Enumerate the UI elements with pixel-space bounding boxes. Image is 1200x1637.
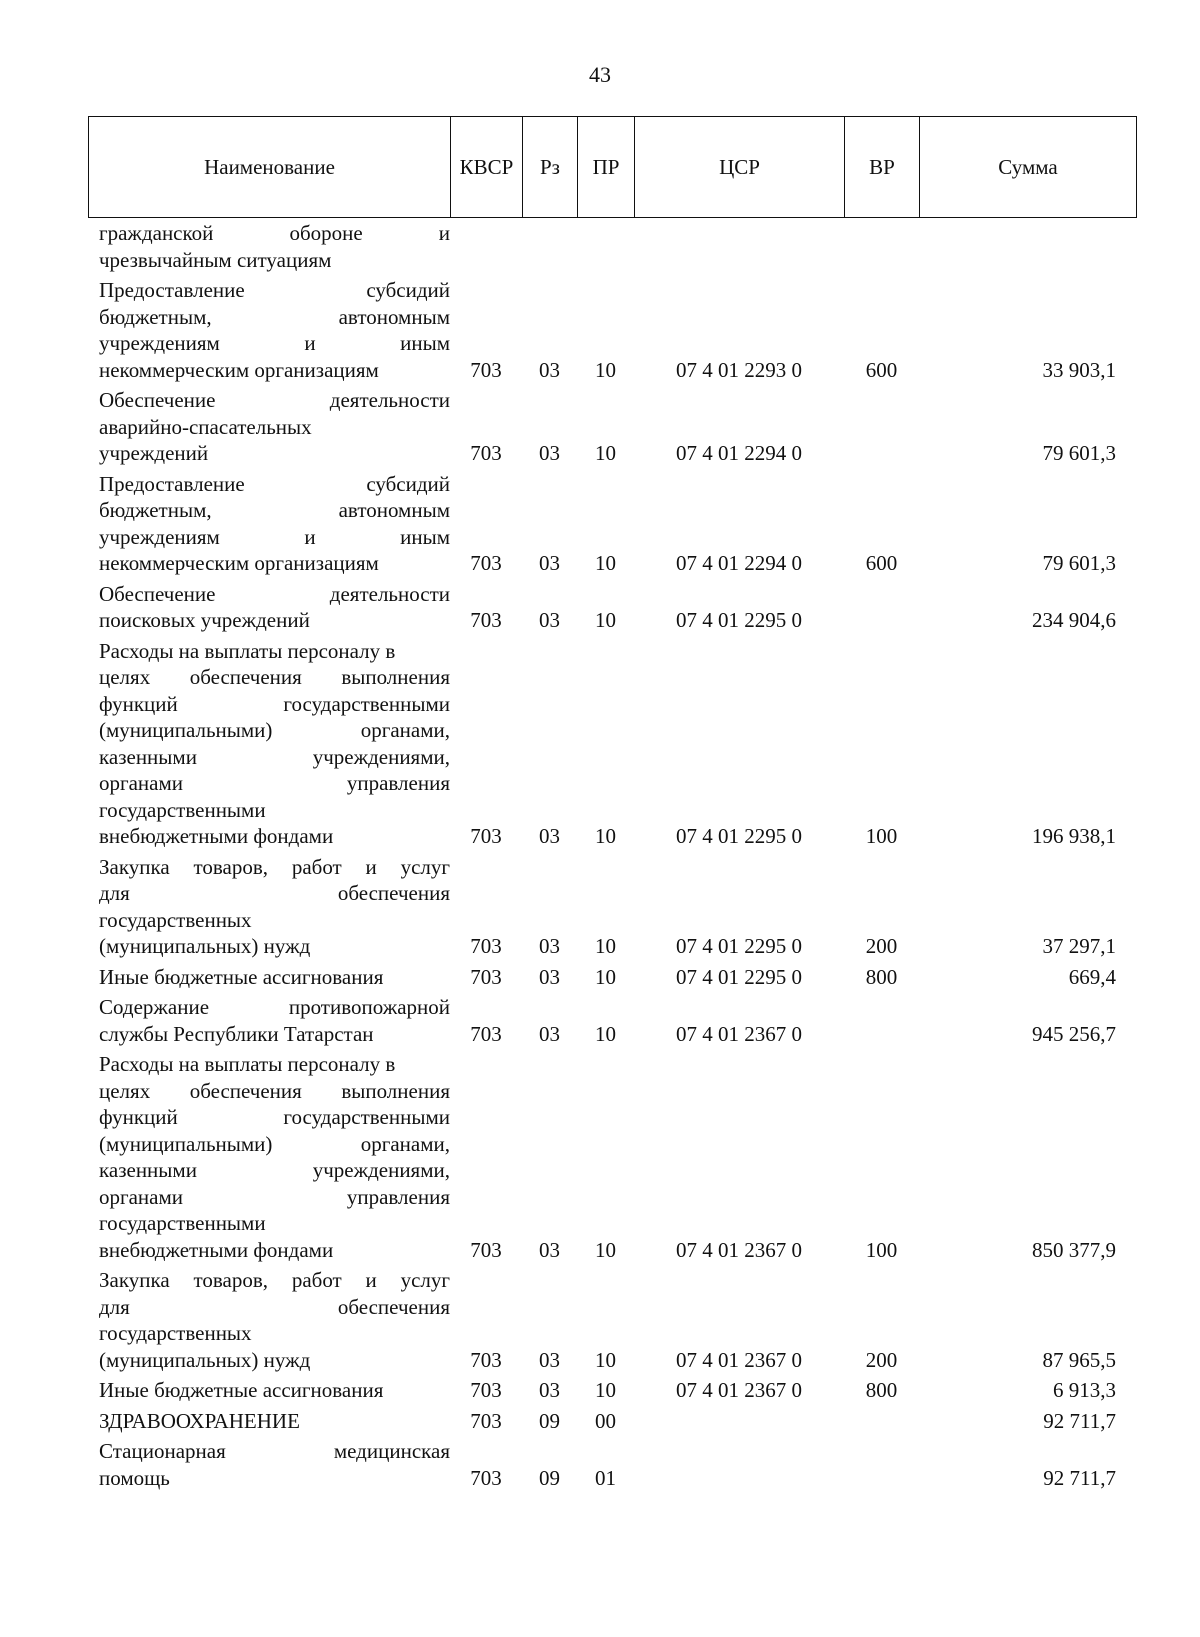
name-word: услуг: [400, 1268, 450, 1292]
cell-sum: 234 904,6: [1032, 608, 1116, 632]
cell-pr: 10: [595, 964, 616, 989]
name-line: [99, 581, 450, 608]
cell-sum: 92 711,7: [1043, 1408, 1116, 1433]
name-line: [99, 330, 450, 357]
cell-kvsr: 703: [470, 1408, 502, 1433]
name-word: Закупка: [99, 854, 170, 879]
name-line: [99, 1267, 450, 1294]
name-line: [99, 823, 450, 850]
name-line: [99, 387, 450, 414]
cell-csr: 07 4 01 2367 0: [676, 1378, 802, 1402]
name-word: Расходы на выплаты персоналу в: [99, 1052, 396, 1076]
name-word: Обеспечение: [99, 581, 216, 606]
cell-pr: 00: [595, 1408, 616, 1433]
cell-pr: 10: [595, 1021, 616, 1046]
name-line: [99, 797, 450, 824]
name-line: [99, 664, 450, 691]
name-word: иным: [400, 524, 450, 549]
cell-sum: 850 377,9: [1032, 1237, 1116, 1262]
name-word: деятельности: [329, 581, 450, 606]
cell-sum: 79 601,3: [1042, 551, 1116, 575]
table-row: [88, 964, 1136, 991]
cell-kvsr: 703: [470, 1378, 502, 1402]
cell-rz: 03: [539, 357, 560, 382]
name-word: выполнения: [341, 1078, 450, 1103]
name-line: [99, 471, 450, 498]
name-line: [99, 964, 450, 991]
cell-name: [88, 471, 450, 577]
name-word: субсидий: [366, 471, 450, 496]
name-word: ЗДРАВООХРАНЕНИЕ: [99, 1408, 300, 1433]
cell-rz: 03: [539, 1378, 560, 1402]
name-word: органами: [99, 1184, 184, 1209]
header-pr: ПР: [578, 117, 635, 218]
cell-sum: 92 711,7: [1043, 1465, 1116, 1490]
name-word: товаров,: [193, 854, 269, 879]
cell-rz: 03: [539, 1237, 560, 1262]
cell-kvsr: 703: [470, 551, 502, 575]
table-row: [88, 471, 1136, 577]
cell-kvsr: 703: [470, 1465, 502, 1490]
name-word: управления: [346, 1184, 450, 1209]
table-row: [88, 1408, 1136, 1435]
name-word: службы Республики Татарстан: [99, 1021, 374, 1046]
name-line: [99, 440, 450, 467]
table-row: [88, 638, 1136, 850]
name-word: для: [99, 1294, 130, 1319]
name-word: (муниципальных) нужд: [99, 1347, 311, 1372]
name-line: [99, 1104, 450, 1131]
cell-vr: 200: [865, 934, 898, 958]
cell-sum: 33 903,1: [1042, 357, 1116, 382]
cell-kvsr: 703: [470, 1347, 502, 1372]
name-word: функций: [99, 1105, 178, 1129]
name-word: для: [99, 881, 130, 905]
name-line: [99, 607, 450, 634]
name-word: медицинская: [333, 1439, 450, 1463]
name-word: органами: [99, 771, 184, 795]
name-word: и: [304, 331, 316, 355]
name-word: помощь: [99, 1465, 170, 1490]
name-word: обеспечения: [337, 881, 450, 905]
name-line: [99, 1184, 450, 1211]
cell-pr: 10: [595, 608, 616, 632]
name-word: (муниципальными): [99, 718, 273, 742]
name-word: органами,: [360, 1131, 450, 1156]
name-word: учреждениями,: [312, 744, 450, 769]
name-word: функций: [99, 691, 178, 716]
name-line: [99, 933, 450, 960]
table-row: [88, 854, 1136, 960]
cell-rz: 03: [539, 964, 560, 989]
header-kvsr: КВСР: [451, 117, 523, 218]
cell-kvsr: 703: [470, 1021, 502, 1046]
name-line: [99, 744, 450, 771]
cell-sum: 37 297,1: [1042, 934, 1116, 958]
cell-rz: 09: [539, 1408, 560, 1433]
name-line: [99, 304, 450, 331]
name-word: бюджетным,: [99, 304, 212, 329]
table-row: [88, 277, 1136, 383]
name-line: [99, 994, 450, 1021]
cell-sum: 6 913,3: [1053, 1378, 1116, 1402]
cell-rz: 03: [539, 934, 560, 958]
cell-vr: 100: [865, 824, 898, 848]
name-line: [99, 550, 450, 577]
name-word: некоммерческим организациям: [99, 357, 379, 382]
name-word: гражданской: [99, 221, 214, 245]
cell-vr: 800: [865, 1378, 898, 1402]
name-word: Содержание: [99, 995, 210, 1019]
name-word: бюджетным,: [99, 498, 212, 522]
name-line: [99, 1320, 450, 1347]
name-word: чрезвычайным ситуациям: [99, 247, 332, 272]
name-word: автономным: [338, 304, 450, 329]
cell-pr: 10: [595, 551, 616, 575]
header-vr: ВР: [845, 117, 920, 218]
cell-kvsr: 703: [470, 1237, 502, 1262]
name-word: поисковых учреждений: [99, 608, 310, 632]
cell-pr: 10: [595, 934, 616, 958]
header-sum: Сумма: [920, 117, 1137, 218]
table-row: [88, 1051, 1136, 1263]
name-line: [99, 1438, 450, 1465]
name-word: аварийно-спасательных: [99, 414, 312, 439]
name-word: товаров,: [193, 1268, 269, 1292]
table-row: [88, 387, 1136, 467]
cell-rz: 03: [539, 1347, 560, 1372]
name-word: Иные бюджетные ассигнования: [99, 1378, 384, 1402]
name-word: выполнения: [341, 665, 450, 689]
cell-csr: 07 4 01 2367 0: [676, 1021, 802, 1046]
name-word: (муниципальных) нужд: [99, 934, 311, 958]
name-word: государственных: [99, 907, 252, 932]
name-line: [99, 1408, 450, 1435]
table-row: [88, 1438, 1136, 1491]
name-word: Предоставление: [99, 278, 245, 302]
name-word: учреждениям: [99, 331, 220, 355]
name-line: [99, 524, 450, 551]
name-word: целях: [99, 1078, 151, 1103]
cell-vr: 200: [865, 1347, 898, 1372]
name-word: услуг: [400, 854, 450, 879]
cell-vr: 100: [865, 1237, 898, 1262]
cell-pr: 10: [595, 1378, 616, 1402]
name-word: органами,: [360, 718, 450, 742]
cell-csr: 07 4 01 2367 0: [676, 1237, 802, 1262]
name-line: [99, 854, 450, 881]
cell-csr: 07 4 01 2367 0: [676, 1347, 802, 1372]
cell-name: [88, 964, 450, 991]
cell-sum: 669,4: [1068, 964, 1116, 989]
name-line: [99, 1377, 450, 1404]
name-line: [99, 1131, 450, 1158]
page-number: 43: [589, 62, 611, 87]
name-line: [99, 717, 450, 744]
name-word: работ: [291, 854, 342, 879]
name-word: учреждений: [99, 441, 209, 465]
cell-csr: 07 4 01 2295 0: [676, 824, 802, 848]
cell-kvsr: 703: [470, 824, 502, 848]
name-word: противопожарной: [288, 995, 450, 1019]
name-word: и: [365, 854, 377, 879]
name-line: [99, 414, 450, 441]
name-word: обороне: [289, 221, 363, 245]
cell-name: [88, 387, 450, 467]
name-word: обеспечения: [189, 665, 302, 689]
name-word: учреждениями,: [312, 1158, 450, 1182]
cell-csr: 07 4 01 2293 0: [676, 357, 802, 382]
name-word: деятельности: [329, 388, 450, 412]
cell-vr: 600: [865, 357, 898, 382]
table-body: [88, 220, 1136, 1491]
name-word: казенными: [99, 1158, 197, 1182]
cell-rz: 03: [539, 608, 560, 632]
cell-name: [88, 1267, 450, 1373]
name-line: [99, 1294, 450, 1321]
name-word: и: [438, 221, 450, 245]
cell-name: [88, 220, 450, 273]
name-line: [99, 1157, 450, 1184]
cell-name: [88, 854, 450, 960]
name-word: Расходы на выплаты персоналу в: [99, 638, 396, 663]
cell-kvsr: 703: [470, 441, 502, 465]
cell-sum: 945 256,7: [1032, 1021, 1116, 1046]
table-row: [88, 994, 1136, 1047]
name-word: Стационарная: [99, 1439, 226, 1463]
cell-sum: 79 601,3: [1042, 441, 1116, 465]
name-word: субсидий: [366, 278, 450, 302]
name-line: [99, 1021, 450, 1048]
name-line: [99, 1051, 450, 1078]
table-row: [88, 220, 1136, 273]
name-line: [99, 277, 450, 304]
name-word: (муниципальными): [99, 1131, 273, 1156]
table-row: [88, 1377, 1136, 1404]
name-line: [99, 1237, 450, 1264]
name-word: автономным: [338, 498, 450, 522]
name-word: Иные бюджетные ассигнования: [99, 964, 384, 989]
name-word: внебюджетными фондами: [99, 824, 334, 848]
cell-csr: 07 4 01 2294 0: [676, 441, 802, 465]
name-word: управления: [346, 771, 450, 795]
name-word: государственными: [99, 1211, 266, 1235]
name-word: целях: [99, 665, 151, 689]
cell-name: [88, 1438, 450, 1491]
name-word: казенными: [99, 744, 197, 769]
table-header: [88, 116, 1137, 218]
header-name: Наименование: [89, 117, 451, 218]
header-csr: ЦСР: [635, 117, 845, 218]
name-line: [99, 880, 450, 907]
cell-pr: 10: [595, 1237, 616, 1262]
cell-name: [88, 994, 450, 1047]
name-word: государственными: [283, 691, 450, 716]
name-line: [99, 638, 450, 665]
name-word: и: [365, 1268, 377, 1292]
cell-pr: 10: [595, 357, 616, 382]
cell-name: [88, 1051, 450, 1263]
header-rz: Рз: [523, 117, 578, 218]
name-word: учреждениям: [99, 524, 220, 549]
cell-rz: 09: [539, 1465, 560, 1490]
cell-rz: 03: [539, 441, 560, 465]
cell-rz: 03: [539, 824, 560, 848]
cell-pr: 10: [595, 441, 616, 465]
cell-kvsr: 703: [470, 608, 502, 632]
cell-name: [88, 1377, 450, 1404]
name-word: обеспечения: [337, 1294, 450, 1319]
name-line: [99, 497, 450, 524]
name-line: [99, 357, 450, 384]
cell-kvsr: 703: [470, 964, 502, 989]
cell-pr: 01: [595, 1465, 616, 1490]
name-line: [99, 220, 450, 247]
cell-csr: 07 4 01 2295 0: [676, 608, 802, 632]
name-word: внебюджетными фондами: [99, 1237, 334, 1262]
cell-csr: 07 4 01 2294 0: [676, 551, 802, 575]
name-line: [99, 907, 450, 934]
cell-vr: 800: [865, 964, 898, 989]
cell-name: [88, 581, 450, 634]
name-word: государственными: [99, 797, 266, 822]
name-word: государственными: [283, 1105, 450, 1129]
cell-sum: 196 938,1: [1032, 824, 1116, 848]
cell-csr: 07 4 01 2295 0: [676, 964, 802, 989]
cell-name: [88, 1408, 450, 1435]
name-word: Закупка: [99, 1268, 170, 1292]
name-line: [99, 247, 450, 274]
name-word: Обеспечение: [99, 388, 216, 412]
name-word: некоммерческим организациям: [99, 551, 379, 575]
name-word: иным: [400, 331, 450, 355]
cell-pr: 10: [595, 1347, 616, 1372]
cell-rz: 03: [539, 1021, 560, 1046]
name-line: [99, 1465, 450, 1492]
table-row: [88, 1267, 1136, 1373]
table-row: [88, 581, 1136, 634]
cell-name: [88, 277, 450, 383]
cell-name: [88, 638, 450, 850]
name-line: [99, 1210, 450, 1237]
name-word: работ: [291, 1268, 342, 1292]
cell-kvsr: 703: [470, 934, 502, 958]
name-word: Предоставление: [99, 471, 245, 496]
cell-rz: 03: [539, 551, 560, 575]
cell-pr: 10: [595, 824, 616, 848]
name-word: и: [304, 524, 316, 549]
cell-csr: 07 4 01 2295 0: [676, 934, 802, 958]
name-word: обеспечения: [189, 1078, 302, 1103]
cell-vr: 600: [865, 551, 898, 575]
name-word: государственных: [99, 1321, 252, 1345]
cell-sum: 87 965,5: [1042, 1347, 1116, 1372]
cell-kvsr: 703: [470, 357, 502, 382]
name-line: [99, 770, 450, 797]
name-line: [99, 691, 450, 718]
name-line: [99, 1078, 450, 1105]
name-line: [99, 1347, 450, 1374]
